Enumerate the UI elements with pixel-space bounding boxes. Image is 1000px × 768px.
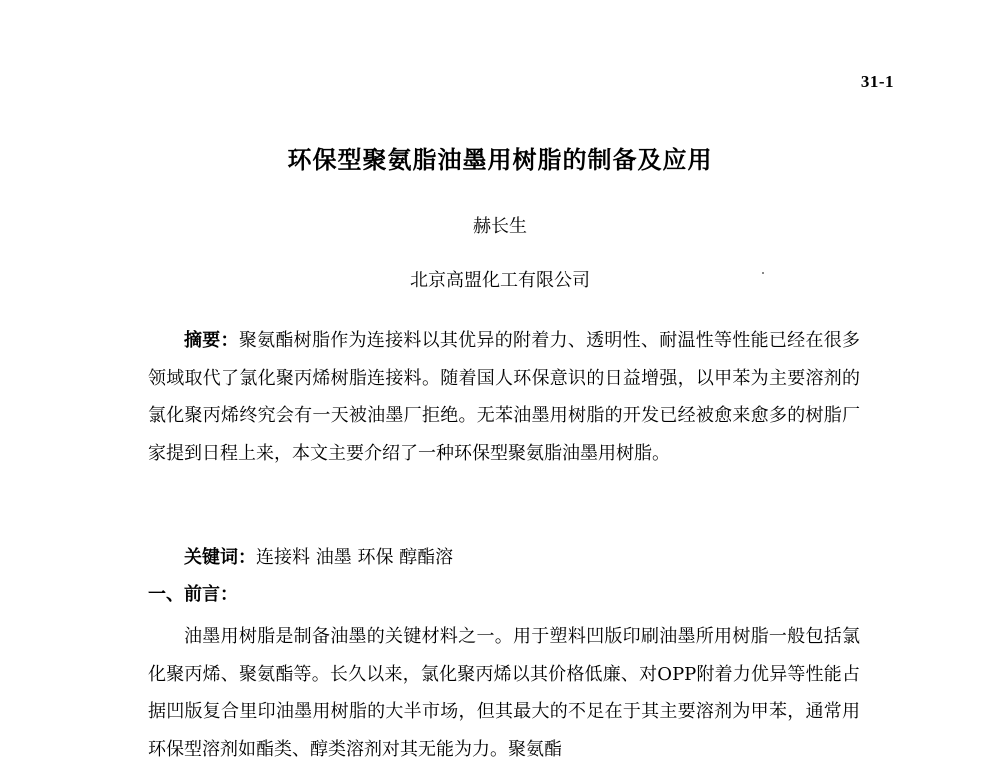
- page-number: 31-1: [860, 72, 894, 91]
- scan-speck: [762, 272, 764, 274]
- section-heading-preface: 一、前言：: [148, 584, 238, 605]
- preface-paragraph: 油墨用树脂是制备油墨的关键材料之一。用于塑料凹版印刷油墨所用树脂一般包括氯化聚丙烯、聚氨酯等。长久以来，氯化聚丙烯以其价格低廉、对OPP附着力优异等性能占据凹版复合里印油墨用树脂的大半市场，但其最大的不足在于其主要溶剂为甲苯，通常用环保型溶剂如酯类、醇类溶剂对其无能为力。聚氨酯: [148, 626, 860, 760]
- paper-title: 环保型聚氨脂油墨用树脂的制备及应用: [287, 145, 713, 174]
- keywords-line: [148, 539, 860, 577]
- abstract-text: 聚氨酯树脂作为连接料以其优异的附着力、透明性、耐温性等性能已经在很多领域取代了氯化聚丙烯树脂连接料。随着国人环保意识的日益增强，以甲苯为主要溶剂的氯化聚丙烯终究会有一天被油墨厂拒绝。无苯油墨用树脂的开发已经被愈来愈多的树脂厂家提到日程上来，本文主要介绍了一种环保型聚氨脂油墨用树脂。: [148, 330, 861, 464]
- author-name: 赫长生: [473, 216, 527, 237]
- keywords-text: 连接料 油墨 环保 醇酯溶: [256, 547, 454, 568]
- abstract-label: 摘要：: [184, 330, 239, 351]
- abstract-paragraph: [148, 322, 860, 472]
- author-affiliation: 北京高盟化工有限公司: [410, 270, 590, 291]
- keywords-label: 关键词：: [184, 547, 256, 568]
